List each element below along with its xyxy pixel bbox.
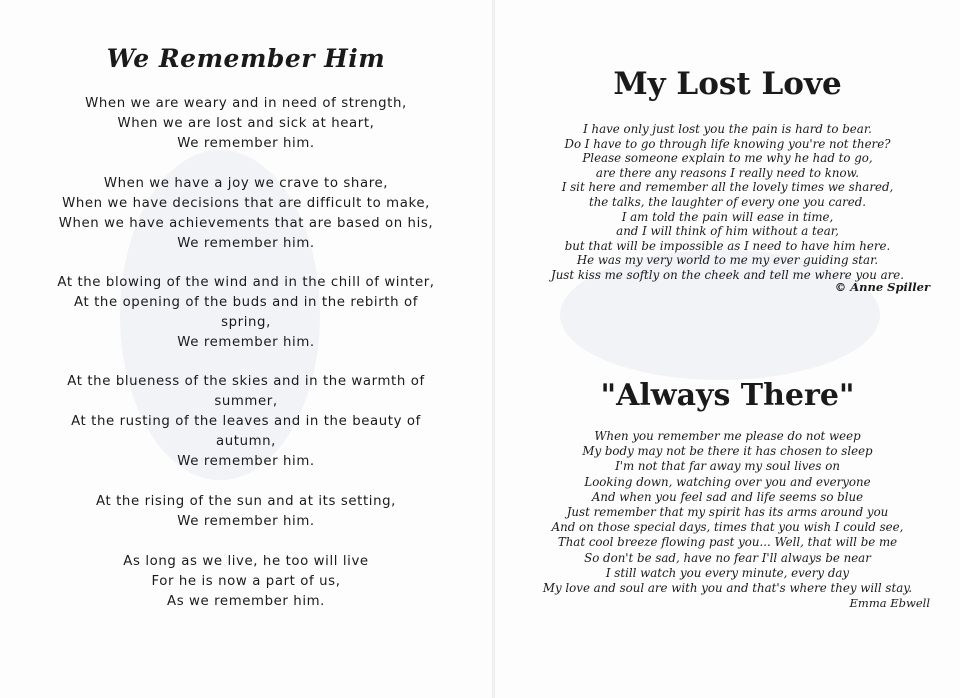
poem-title-always-there: "Always There": [600, 378, 855, 413]
poem-line: That cool breeze flowing past you... Well, that will be me: [557, 535, 898, 550]
poem-line: At the blueness of the skies and in the warmth of: [67, 374, 425, 389]
poem-my-lost-love: [495, 122, 960, 283]
stanza-3: [0, 273, 492, 353]
poem-line: When you remember me please do not weep: [594, 429, 861, 443]
poem-line: At the blowing of the wind and in the chill of winter,: [57, 275, 435, 290]
poem-line: Please someone explain to me why he had to go,: [582, 151, 873, 166]
poem-line: And when you feel sad and life seems so blue: [591, 489, 864, 504]
poem-line: Just kiss me softly on the cheek and tell me where you are.: [550, 267, 905, 282]
poem-line: And on those special days, times that you wish I could see,: [551, 520, 904, 535]
poem-line: When we have a joy we crave to share,: [103, 176, 389, 191]
right-page: [495, 0, 960, 698]
poem-line: He was my very world to me my ever guiding star.: [576, 253, 879, 268]
poem-line: autumn,: [215, 434, 277, 449]
poem-line: We remember him.: [177, 514, 315, 529]
poem-line: My love and soul are with you and that's where they will stay.: [542, 581, 913, 596]
poem-line: At the opening of the buds and in the rebirth of: [74, 295, 418, 310]
poem-line: spring,: [221, 315, 271, 330]
stanza-2: [0, 174, 492, 254]
poem-line: When we have decisions that are difficult to make,: [62, 196, 430, 211]
poem-line: For he is now a part of us,: [151, 574, 341, 589]
poem-line: We remember him.: [177, 335, 315, 350]
poem-line: My body may not be there it has chosen to sleep: [582, 444, 873, 459]
poem-line: the talks, the laughter of every one you cared.: [588, 194, 867, 209]
poem-line: We remember him.: [177, 454, 315, 469]
poem-title-we-remember-him: We Remember Him: [106, 44, 386, 73]
poem-line: At the rusting of the leaves and in the beauty of: [71, 414, 421, 429]
poem-credit-anne-spiller: © Anne Spiller: [834, 280, 930, 294]
stanza-4: [0, 372, 492, 472]
stanza-6: [0, 552, 492, 612]
poem-line: At the rising of the sun and at its setting,: [96, 494, 396, 509]
poem-line: As long as we live, he too will live: [123, 554, 369, 569]
poem-line: I have only just lost you the pain is hard to bear.: [583, 122, 872, 136]
poem-line: Looking down, watching over you and everyone: [584, 474, 871, 489]
poem-always-there: [495, 429, 960, 596]
poem-line: As we remember him.: [167, 594, 325, 609]
poem-line: We remember him.: [177, 136, 315, 151]
stanza-5: [0, 492, 492, 532]
poem-line: I'm not that far away my soul lives on: [615, 459, 840, 474]
poem-line: and I will think of him without a tear,: [616, 224, 839, 239]
stanza-1: [0, 94, 492, 154]
poem-title-my-lost-love: My Lost Love: [613, 66, 842, 102]
poem-line: So don't be sad, have no fear I'll always be near: [584, 550, 871, 565]
poem-line: but that will be impossible as I need to have him here.: [564, 238, 891, 253]
poem-line: Do I have to go through life knowing you're not there?: [564, 136, 891, 151]
poem-line: summer,: [214, 394, 278, 409]
poem-line: are there any reasons I really need to know.: [595, 165, 860, 180]
poem-line: When we have achievements that are based on his,: [58, 216, 434, 231]
poem-line: When we are weary and in need of strength,: [85, 96, 407, 111]
poem-line: I still watch you every minute, every day: [605, 565, 850, 580]
poem-line: Just remember that my spirit has its arms around you: [566, 505, 889, 520]
poem-line: When we are lost and sick at heart,: [117, 116, 375, 131]
poem-line: We remember him.: [177, 236, 315, 251]
poem-line: I sit here and remember all the lovely times we shared,: [561, 180, 894, 195]
poem-line: I am told the pain will ease in time,: [621, 209, 834, 224]
poem-credit-emma-ebwell: Emma Ebwell: [849, 596, 930, 610]
